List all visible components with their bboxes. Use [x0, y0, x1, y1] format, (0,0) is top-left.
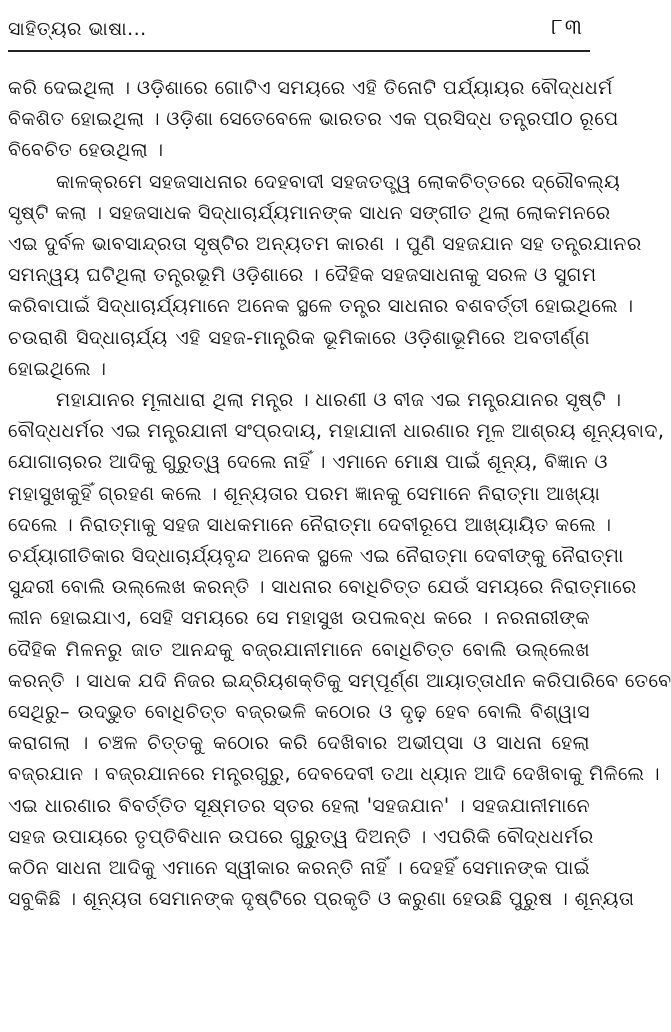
- text-line: ମହାଯାନର ମୂଳାଧାରା ଥିଲା ମନ୍ତ୍ର । ଧାରଣୀ ଓ ବୀଜ ଏଇ ମନ୍ତ୍ରଯାନର ସୃଷ୍ଟି ।: [56, 388, 622, 412]
- paragraph-1: [8, 72, 619, 166]
- text-line: ବଜ୍ରଯାନ । ବଜ୍ରଯାନରେ ମନ୍ତ୍ରଗୁରୁ, ଦେବଦେବୀ ତଥା ଧ୍ୟାନ ଆଦି ଦେଖିବାକୁ ମିଳିଲେ ।: [8, 762, 660, 786]
- paragraph-3: [8, 384, 671, 914]
- text-line: ଚର୍ଯ୍ୟାଗୀତିକାର ସିଦ୍ଧାଚାର୍ଯ୍ୟବୃନ୍ଦ ଅନେକ ସ୍ଥଳେ ଏଇ ନୈରାତ୍ମା ଦେବୀଙ୍କୁ ନୈରାତ୍ମା: [8, 544, 624, 568]
- page-header: [8, 10, 590, 52]
- text-line: ଚଉରାଶି ସିଦ୍ଧାଚାର୍ଯ୍ୟ ଏହି ସହଜ-ମାନ୍ତ୍ରିକ ଭୂମିକାରେ ଓଡ଼ିଶାଭୂମିରେ ଅବତୀର୍ଣ୍ଣ: [8, 325, 590, 349]
- text-line: ସମନ୍ୱୟ ଘଟିଥିଲା ତନ୍ତ୍ରଭୂମି ଓଡ଼ିଶାରେ । ଦୈହିକ ସହଜସାଧନାକୁ ସରଳ ଓ ସୁଗମ: [8, 263, 597, 287]
- text-line: କରନ୍ତି । ସାଧକ ଯଦି ନିଜର ଇନ୍ଦ୍ରିୟଶକ୍ତିକୁ ସମ୍ପୂର୍ଣ୍ଣ ଆୟାତ୍ତାଧୀନ କରିପାରିବେ ତେବେ: [8, 668, 671, 692]
- text-line: କରାଗଲା । ଚଞ୍ଚଳ ଚିତ୍ତକୁ କଠୋର କରି ଦେଖିବାର ଅଭୀପ୍ସା ଓ ସାଧନା ହେଲା: [8, 731, 590, 755]
- text-line: ସବୁକିଛି । ଶୂନ୍ୟତା ସେମାନଙ୍କ ଦୃଷ୍ଟିରେ ପ୍ରକୃତି ଓ କରୁଣା ହେଉଛି ପୁରୁଷ । ଶୂନ୍ୟତା: [8, 887, 635, 911]
- text-line: ଏଇ ଦୁର୍ବଳ ଭାବସାନ୍ଦ୍ରତା ସୃଷ୍ଟିର ଅନ୍ୟତମ କାରଣ । ପୁଣି ସହଜଯାନ ସହ ତନ୍ତ୍ରଯାନର: [8, 232, 642, 256]
- running-title: ସାହିତ୍ୟର ଭାଷା...: [8, 18, 147, 40]
- text-line: କରି ଦେଇଥିଲା । ଓଡ଼ିଶାରେ ଗୋଟିଏ ସମୟରେ ଏହି ତିନୋଟି ପର୍ଯ୍ୟାୟର ବୌଦ୍ଧଧର୍ମ: [8, 76, 613, 99]
- page-number: ୮୩: [551, 15, 584, 40]
- text-line: ସହଜ ଉପାୟରେ ତୃପ୍ତିବିଧାନ ଉପରେ ଗୁରୁତ୍ୱ ଦିଅନ୍ତି । ଏପରିକି ବୌଦ୍ଧଧର୍ମର: [8, 824, 594, 848]
- text-line: ବିବେଚିତ ହେଉଥିଲା ।: [8, 138, 164, 162]
- text-line: ଦୈହିକ ମିଳନରୁ ଜାତ ଆନନ୍ଦକୁ ବଜ୍ରଯାନୀମାନେ ବୋଧିଚିତ୍ତ ବୋଲି ଉଲ୍ଲେଖ: [8, 637, 590, 661]
- text-line: ବିକଶିତ ହୋଇଥିଲା । ଓଡ଼ିଶା ସେତେବେଳେ ଭାରତର ଏକ ପ୍ରସିଦ୍ଧ ତନ୍ତ୍ରପୀଠ ରୂପେ: [8, 107, 619, 131]
- text-line: ବୌଦ୍ଧଧର୍ମର ଏଇ ମନ୍ତ୍ରଯାନୀ ସଂପ୍ରଦାୟ, ମହାଯାନୀ ଧାରଣାର ମୂଳ ଆଶ୍ରୟ ଶୂନ୍ୟବାଦ,: [8, 419, 665, 443]
- text-line: ମହାସୁଖକୁହିଁ ଗ୍ରହଣ କଲେ । ଶୂନ୍ୟତାର ପରମ ଜ୍ଞାନକୁ ସେମାନେ ନିରାତ୍ମା ଆଖ୍ୟା: [8, 481, 601, 505]
- text-line: ସୁନ୍ଦରୀ ବୋଲି ଉଲ୍ଲେଖ କରନ୍ତି । ସାଧନାର ବୋଧିଚିତ୍ତ ଯେଉଁ ସମୟରେ ନିରାତ୍ମାରେ: [8, 575, 637, 599]
- text-line: କାଳକ୍ରମେ ସହଜସାଧନାର ଦେହବାଦୀ ସହଜତତ୍ତ୍ୱ ଲୋକଚିତ୍ତରେ ଦ୍ରୌବଲ୍ୟ: [56, 169, 621, 193]
- text-line: ସୃଷ୍ଟି କଲା । ସହଜସାଧକ ସିଦ୍ଧାଚାର୍ଯ୍ୟମାନଙ୍କ ସାଧନ ସଙ୍ଗୀତ ଥିଲା ଲୋକମନରେ: [8, 200, 611, 224]
- text-line: ଏଇ ଧାରଣାର ବିବର୍ତ୍ତିତ ସୂକ୍ଷ୍ମତର ସ୍ତର ହେଲା 'ସହଜଯାନ' । ସହଜଯାନୀମାନେ: [8, 793, 590, 817]
- text-line: କରିବାପାଇଁ ସିଦ୍ଧାଚାର୍ଯ୍ୟମାନେ ଅନେକ ସ୍ଥଳେ ତନ୍ତ୍ର ସାଧନାର ବଶବର୍ତ୍ତୀ ହୋଇଥିଲେ ।: [8, 294, 634, 318]
- text-line: ଯୋଗାଚାରର ଆଦିକୁ ଗୁରୁତ୍ୱ ଦେଲେ ନାହିଁ । ଏମାନେ ମୋକ୍ଷ ପାଇଁ ଶୂନ୍ୟ, ବିଜ୍ଞାନ ଓ: [8, 450, 608, 474]
- text-line: କଠିନ ସାଧନା ଆଦିକୁ ଏମାନେ ସ୍ୱୀକାର କରନ୍ତି ନାହିଁ । ଦେହହିଁ ସେମାନଙ୍କ ପାଇଁ: [8, 856, 590, 880]
- paragraph-2: [8, 166, 642, 384]
- text-line: ଦେଲେ । ନିରାତ୍ମାକୁ ସହଜ ସାଧକମାନେ ନୈରାତ୍ମା ଦେବୀରୂପେ ଆଖ୍ୟାୟିତ କଲେ ।: [8, 512, 612, 536]
- text-line: ହୋଇଥିଲେ ।: [8, 356, 107, 380]
- body-text: [8, 72, 671, 914]
- text-line: ସେଥିରୁ– ଉଦ୍ଭୁତ ବୋଧିଚିତ୍ତ ବଜ୍ରଭଳି କଠୋର ଓ ଦୃଢ଼ ହେବ ବୋଲି ବିଶ୍ୱାସ: [8, 700, 590, 724]
- text-line: ଲୀନ ହୋଇଯାଏ, ସେହି ସମୟରେ ସେ ମହାସୁଖ ଉପଲବ୍ଧ କରେ । ନରନାରୀଙ୍କ: [8, 606, 590, 630]
